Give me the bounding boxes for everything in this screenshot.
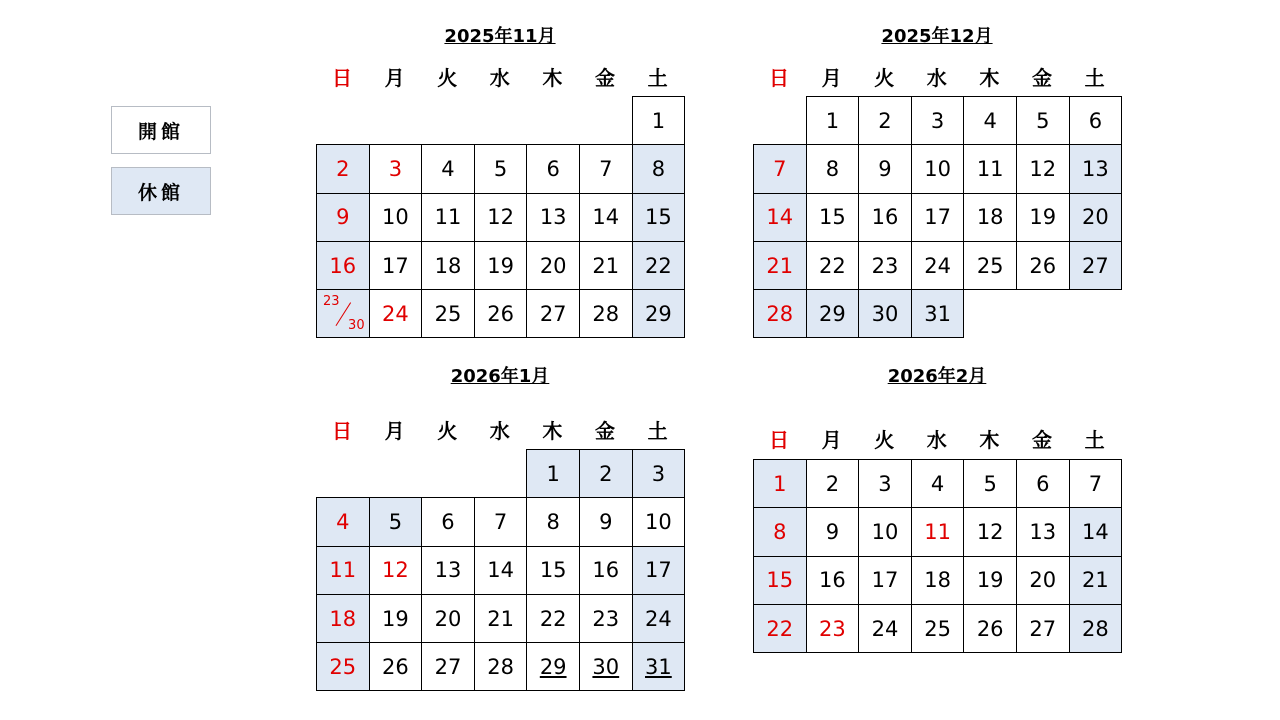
day-cell: 28 [474,642,528,691]
day-cell: 16 [858,193,912,242]
day-cell: 16 [806,556,860,605]
day-cell: 31 [911,289,965,338]
weekday-header: 木 [542,66,563,90]
day-cell: 27 [526,289,580,338]
day-cell: 13 [421,546,475,595]
day-cell: 15 [526,546,580,595]
weekday-header: 月 [384,419,405,443]
day-cell: 18 [421,241,475,290]
day-cell: 28 [579,289,633,338]
day-cell: 4 [963,96,1017,145]
day-cell: 1 [632,96,686,145]
day-cell: 3 [911,96,965,145]
day-cell: 6 [421,497,475,546]
weekday-header: 日 [332,66,352,90]
day-cell: 30 [858,289,912,338]
day-cell: 25 [316,642,370,691]
day-cell: 27 [1069,241,1123,290]
day-cell: 17 [369,241,423,290]
weekday-header: 水 [489,66,510,90]
day-cell: 21 [753,241,807,290]
day-cell: 20 [526,241,580,290]
weekday-header: 月 [384,66,405,90]
day-cell: 20 [1069,193,1123,242]
day-split-second: 30 [348,318,365,334]
day-cell: 24 [369,289,423,338]
day-cell: 14 [579,193,633,242]
day-cell: 7 [753,144,807,193]
legend-open [111,106,211,154]
day-cell: 18 [963,193,1017,242]
weekday-header: 日 [769,66,789,90]
day-cell: 28 [1069,604,1123,653]
weekday-header: 金 [1032,428,1052,452]
day-cell: 9 [579,497,633,546]
day-cell [316,289,370,338]
day-cell: 1 [806,96,860,145]
legend-open-label: 開館 [137,120,184,143]
day-cell: 8 [526,497,580,546]
day-cell: 8 [806,144,860,193]
day-cell: 4 [316,497,370,546]
day-cell: 16 [579,546,633,595]
day-cell: 10 [858,507,912,556]
day-cell: 29 [806,289,860,338]
day-cell: 24 [911,241,965,290]
day-cell: 12 [474,193,528,242]
day-cell: 26 [963,604,1017,653]
weekday-header: 月 [821,66,842,90]
legend-closed [111,167,211,215]
day-cell: 26 [1016,241,1070,290]
day-cell: 19 [963,556,1017,605]
weekday-header: 日 [332,419,352,443]
day-cell: 9 [806,507,860,556]
weekday-header: 水 [926,66,947,90]
day-cell: 17 [632,546,686,595]
day-cell: 27 [421,642,475,691]
day-cell: 10 [369,193,423,242]
day-cell: 15 [753,556,807,605]
day-cell: 3 [369,144,423,193]
day-cell: 24 [632,594,686,643]
day-cell: 7 [579,144,633,193]
calendar-title: 2026年2月 [887,366,987,387]
day-cell: 25 [963,241,1017,290]
day-split-first: 23 [323,294,340,310]
day-cell: 11 [963,144,1017,193]
day-cell: 17 [858,556,912,605]
day-cell: 20 [1016,556,1070,605]
day-cell: 14 [1069,507,1123,556]
day-cell: 23 [858,241,912,290]
day-cell: 16 [316,241,370,290]
day-cell: 4 [421,144,475,193]
legend-closed-label: 休館 [137,181,184,204]
day-cell: 8 [632,144,686,193]
day-cell: 1 [526,449,580,498]
day-cell: 14 [753,193,807,242]
day-cell: 6 [1016,459,1070,508]
weekday-header: 金 [595,419,615,443]
day-cell: 2 [579,449,633,498]
weekday-header: 火 [437,419,458,443]
day-cell: 8 [753,507,807,556]
day-cell: 18 [911,556,965,605]
weekday-header: 火 [874,428,895,452]
day-cell: 17 [911,193,965,242]
day-cell: 12 [369,546,423,595]
day-cell: 10 [632,497,686,546]
day-cell: 22 [806,241,860,290]
weekday-header: 土 [647,419,668,443]
day-cell: 13 [1016,507,1070,556]
calendar-title: 2025年11月 [444,26,556,47]
day-cell: 5 [1016,96,1070,145]
day-cell: 21 [579,241,633,290]
day-cell: 2 [316,144,370,193]
weekday-header: 水 [489,419,510,443]
weekday-header: 月 [821,428,842,452]
day-cell: 22 [753,604,807,653]
weekday-header: 火 [874,66,895,90]
day-cell: 12 [1016,144,1070,193]
day-cell: 23 [806,604,860,653]
day-cell: 2 [806,459,860,508]
day-cell: 22 [526,594,580,643]
day-cell: 4 [911,459,965,508]
day-cell: 3 [858,459,912,508]
day-cell: 26 [369,642,423,691]
day-cell: 21 [1069,556,1123,605]
day-cell: 11 [316,546,370,595]
day-cell: 29 [632,289,686,338]
weekday-header: 水 [926,428,947,452]
day-cell: 24 [858,604,912,653]
weekday-header: 土 [1084,428,1105,452]
day-cell: 19 [1016,193,1070,242]
day-cell: 29 [526,642,580,691]
day-cell: 1 [753,459,807,508]
day-cell: 13 [526,193,580,242]
day-cell: 7 [1069,459,1123,508]
weekday-header: 木 [979,428,1000,452]
day-cell: 28 [753,289,807,338]
weekday-header: 木 [979,66,1000,90]
weekday-header: 木 [542,419,563,443]
day-cell: 15 [632,193,686,242]
day-cell: 27 [1016,604,1070,653]
day-cell: 19 [369,594,423,643]
weekday-header: 日 [769,428,789,452]
weekday-header: 金 [595,66,615,90]
weekday-header: 金 [1032,66,1052,90]
day-cell: 5 [369,497,423,546]
day-cell: 23 [579,594,633,643]
day-cell: 18 [316,594,370,643]
weekday-header: 火 [437,66,458,90]
day-cell: 20 [421,594,475,643]
day-cell: 22 [632,241,686,290]
day-cell: 9 [316,193,370,242]
day-cell: 25 [911,604,965,653]
day-cell: 26 [474,289,528,338]
day-cell: 2 [858,96,912,145]
day-cell: 25 [421,289,475,338]
day-cell: 7 [474,497,528,546]
weekday-header: 土 [1084,66,1105,90]
calendar-title: 2025年12月 [881,26,993,47]
day-cell: 12 [963,507,1017,556]
day-cell: 14 [474,546,528,595]
day-cell: 9 [858,144,912,193]
day-cell: 13 [1069,144,1123,193]
day-cell: 30 [579,642,633,691]
day-cell: 21 [474,594,528,643]
calendar-2025-11 [316,0,672,334]
day-cell: 6 [526,144,580,193]
day-cell: 31 [632,642,686,691]
day-cell: 5 [963,459,1017,508]
calendar-title: 2026年1月 [450,366,550,387]
weekday-header: 土 [647,66,668,90]
day-cell: 5 [474,144,528,193]
day-cell: 6 [1069,96,1123,145]
day-cell: 15 [806,193,860,242]
day-cell: 3 [632,449,686,498]
day-cell: 10 [911,144,965,193]
day-cell: 11 [911,507,965,556]
day-cell: 11 [421,193,475,242]
day-cell: 19 [474,241,528,290]
